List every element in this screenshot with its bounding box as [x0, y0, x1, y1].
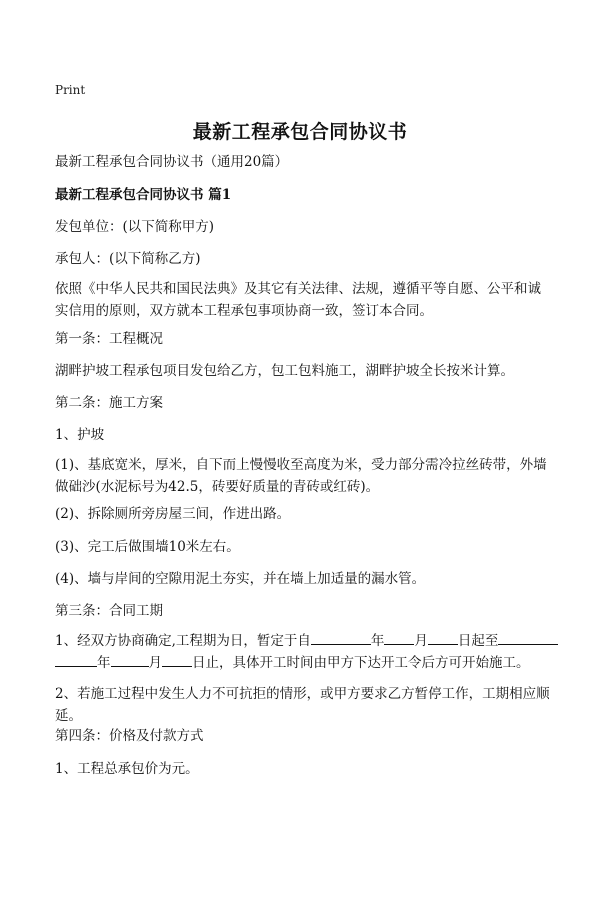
- article-3-item-2: 2、若施工过程中发生人力不可抗拒的情形，或甲方要求乙方暂停工作，工期相应顺延。: [55, 686, 550, 724]
- article-3-item-1-text-b: 日起至: [457, 633, 499, 649]
- document-subtitle: 最新工程承包合同协议书（通用20篇）: [55, 154, 289, 170]
- start-month-blank: [384, 630, 414, 645]
- article-3-item-1-text-a: 1、经双方协商确定,工程期为日，暂定于自: [55, 633, 311, 649]
- article-4-title: 第四条：价格及付款方式: [55, 728, 204, 744]
- article-1-body: 湖畔护坡工程承包项目发包给乙方，包工包料施工，湖畔护坡全长按米计算。: [55, 363, 514, 379]
- article-2-item-1: (1)、基底宽米，厚米，自下而上慢慢收至高度为米，受力部分需冷拉丝砖带，外墙做础沙(水泥标号为42.5，砖要好质量的青砖或红砖)。: [55, 457, 547, 495]
- party-b-line: 承包人：(以下简称乙方): [55, 251, 201, 267]
- intro-paragraph: 依照《中华人民共和国民法典》及其它有关法律、法规，遵循平等自愿、公平和诚实信用的原则，双方就本工程承包事项协商一致，签订本合同。: [55, 281, 541, 319]
- article-1-title: 第一条：工程概况: [55, 331, 163, 347]
- article-2-item-2: (2)、拆除厕所旁房屋三间，作进出路。: [55, 506, 291, 522]
- document-title: 最新工程承包合同协议书: [192, 121, 408, 143]
- article-3-year-label: 年: [370, 633, 385, 649]
- section-heading: 最新工程承包合同协议书 篇1: [55, 187, 232, 203]
- end-day-blank: [162, 652, 192, 667]
- article-3-end-year-label: 年: [97, 655, 111, 671]
- article-3-item-1-text-e: 日止，具体开工时间由甲方下达开工令后方可开始施工。: [192, 655, 530, 671]
- article-2-subheading: 1、护坡: [55, 427, 105, 443]
- article-3-title: 第三条：合同工期: [55, 603, 163, 619]
- start-day-blank: [428, 630, 458, 645]
- end-year-tail-blank: [55, 652, 97, 667]
- article-2-item-4: (4)、墙与岸间的空隙用泥土夯实，并在墙上加适量的漏水管。: [55, 571, 426, 587]
- print-label[interactable]: Print: [55, 83, 86, 97]
- article-3-end-month-label: 月: [148, 655, 162, 671]
- article-3-item-1-line-1: [55, 630, 555, 652]
- start-year-blank: [311, 630, 371, 645]
- party-a-line: 发包单位：(以下简称甲方): [55, 219, 215, 235]
- end-year-blank: [498, 630, 558, 645]
- article-3-item-1-line-2: [55, 652, 555, 674]
- article-2-item-3: (3)、完工后做围墙10米左右。: [55, 539, 240, 555]
- article-3-month-label: 月: [414, 633, 428, 649]
- end-month-blank: [111, 652, 149, 667]
- article-2-title: 第二条：施工方案: [55, 395, 163, 411]
- article-4-item-1: 1、工程总承包价为元。: [55, 761, 199, 777]
